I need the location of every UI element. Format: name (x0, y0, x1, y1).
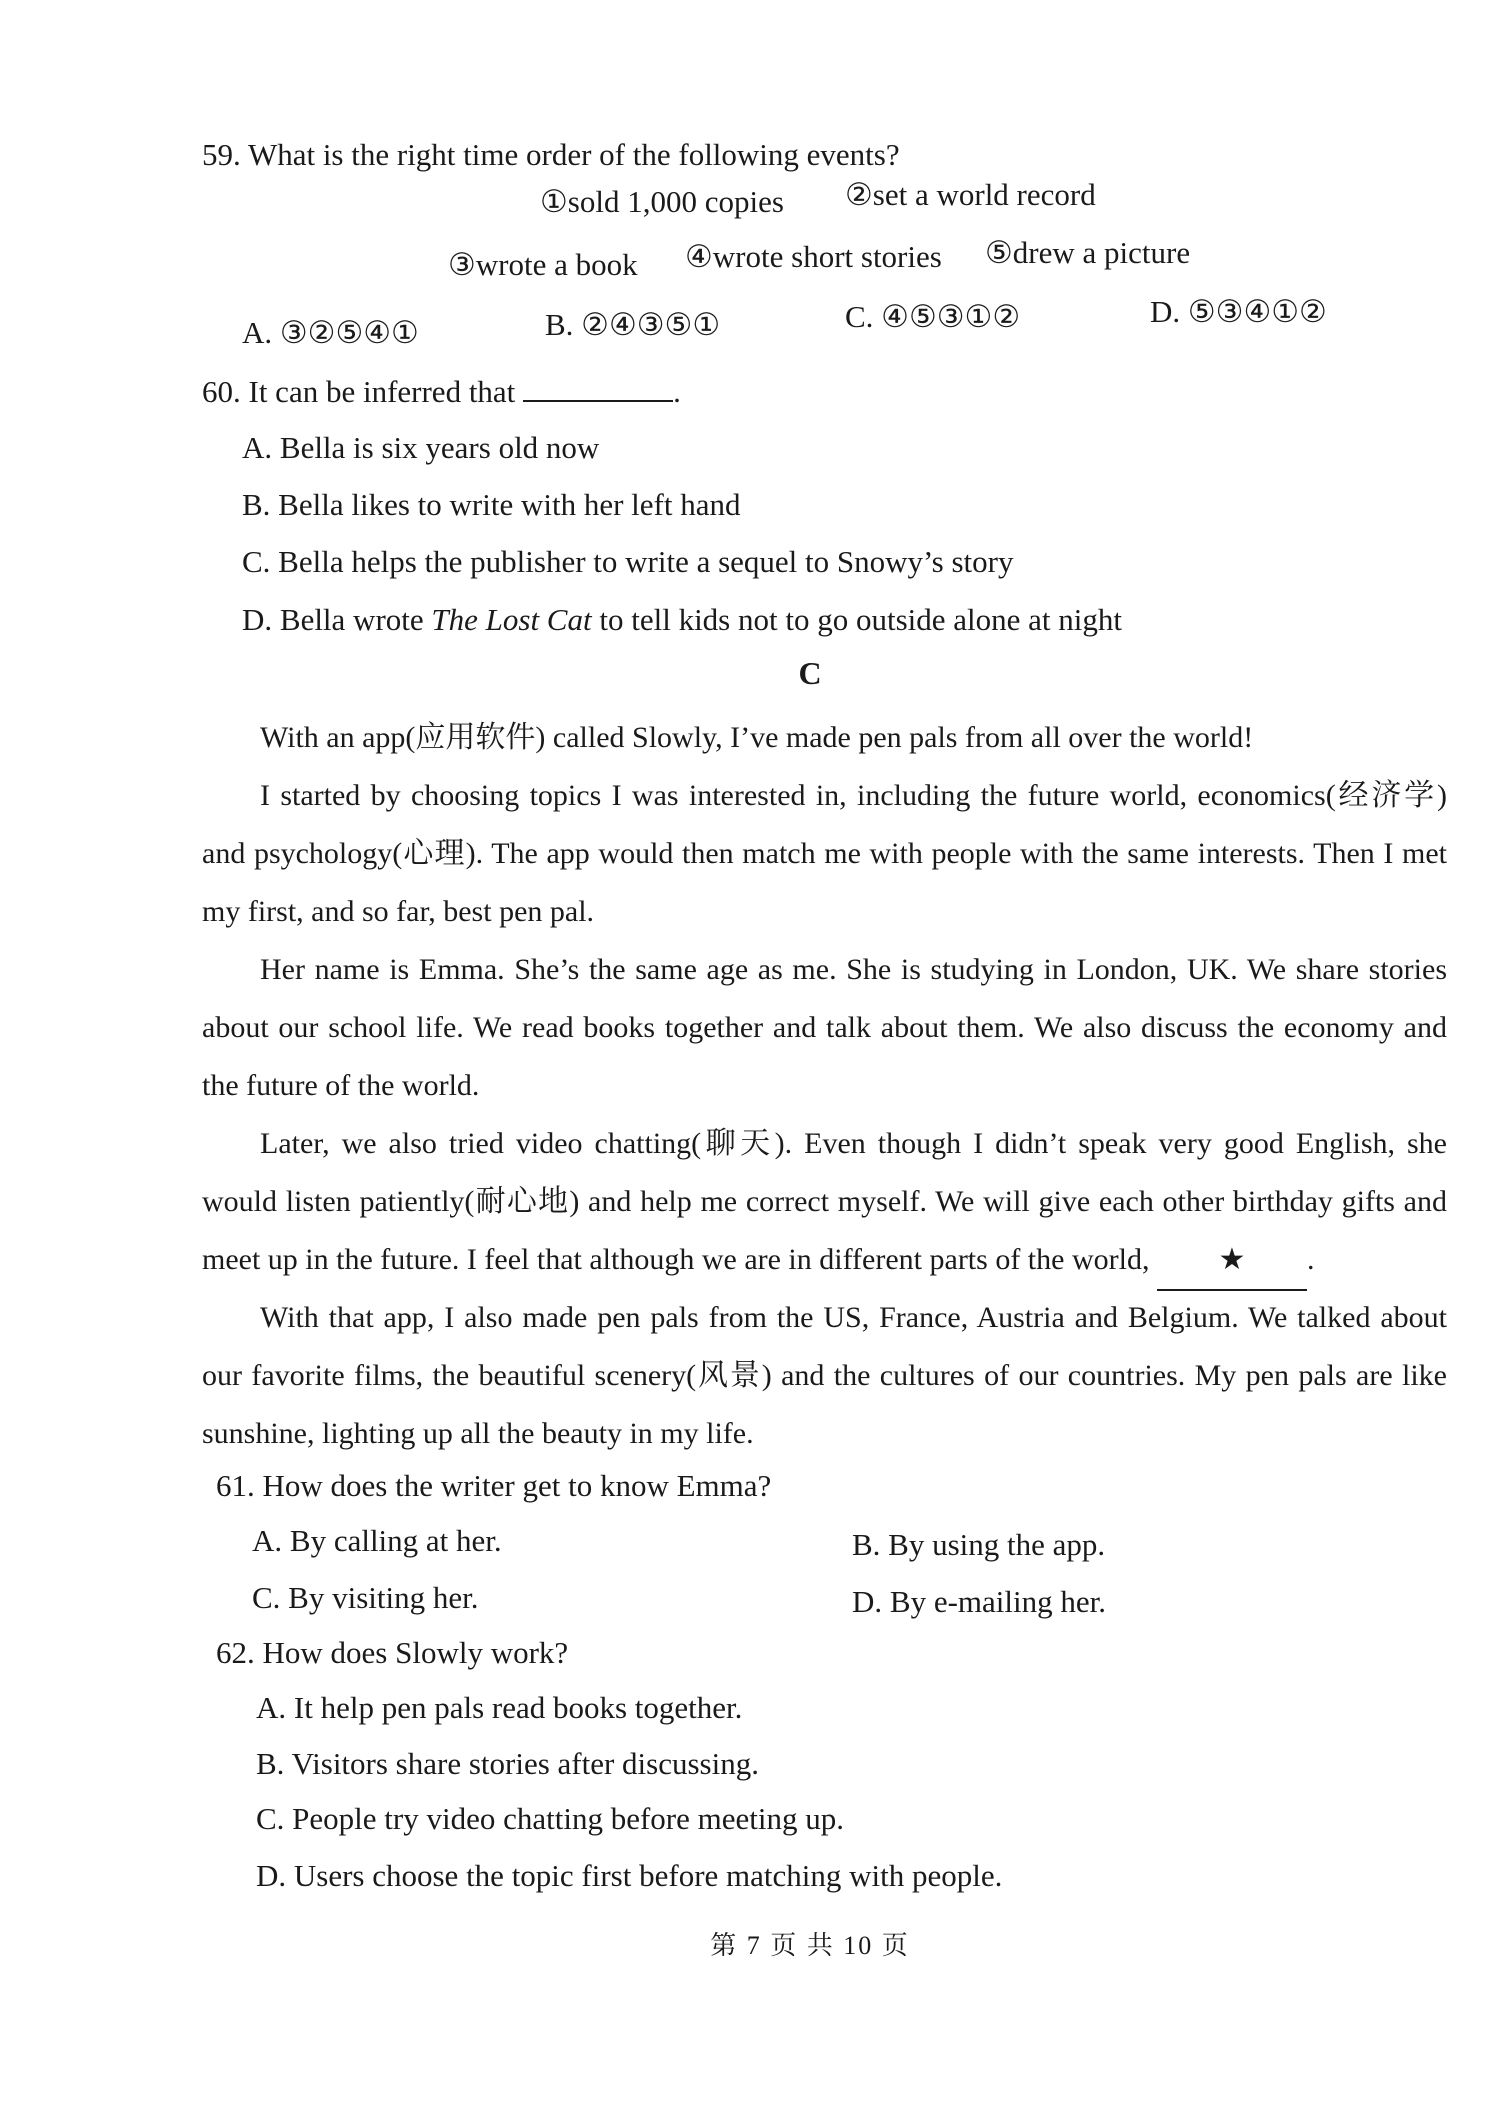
passage-paragraph-4 (202, 1115, 1447, 1291)
q60-option-a: A. Bella is six years old now (242, 430, 600, 465)
q62-option-b: B. Visitors share stories after discussing. (256, 1746, 759, 1781)
q60-option-c: C. Bella helps the publisher to write a sequel to Snowy’s story (242, 544, 1014, 579)
passage-paragraph-3 (202, 941, 1447, 1115)
q61-option-c: C. By visiting her. (252, 1580, 479, 1615)
q61-option-d: D. By e-mailing her. (852, 1584, 1106, 1619)
q59-option-b: B. ②④③⑤① (545, 307, 721, 342)
page-footer: 第 7 页 共 10 页 (710, 1931, 910, 1960)
paragraph-5-text: With that app, I also made pen pals from the US, France, Austria and Belgium. We talked about our favorite films, the beautiful scenery(风景) and the cultures of our countries. My pen pals are like sunshine, lighting up all the beauty in my life. (202, 1301, 1447, 1450)
passage-paragraph-2 (202, 767, 1447, 941)
book-title: The Lost Cat (431, 602, 592, 637)
q59-event-2: ②set a world record (845, 177, 1096, 212)
q62-option-d: D. Users choose the topic first before matching with people. (256, 1858, 1003, 1893)
q59-event-3: ③wrote a book (448, 247, 638, 282)
q60-stem-end: . (673, 374, 681, 409)
q60-option-d-prefix: D. Bella wrote (242, 602, 432, 637)
q61-option-b: B. By using the app. (852, 1527, 1106, 1562)
passage-paragraph-5 (202, 1289, 1447, 1463)
q61-option-a: A. By calling at her. (252, 1523, 502, 1558)
star-icon: ★ (1218, 1243, 1246, 1276)
q59-event-1: ①sold 1,000 copies (540, 184, 784, 219)
section-heading: C (798, 655, 822, 691)
blank-end: . (1306, 1243, 1315, 1276)
q60-stem (202, 372, 681, 412)
q61-stem: 61. How does the writer get to know Emma? (216, 1468, 772, 1503)
q60-option-d-suffix: to tell kids not to go outside alone at night (591, 602, 1122, 637)
q62-option-c: C. People try video chatting before meeting up. (256, 1801, 844, 1836)
paragraph-4-text: Later, we also tried video chatting(聊天). Even though I didn’t speak very good English, she would listen patiently(耐心地) and help me correct myself. We will give each other birthday gifts and meet up in the future. I feel that although we are in different parts of the world, (202, 1127, 1447, 1276)
passage-paragraph-1 (202, 709, 1447, 767)
q59-stem: 59. What is the right time order of the following events? (202, 137, 900, 172)
passage-blank (1157, 1231, 1307, 1291)
q62-stem: 62. How does Slowly work? (216, 1635, 569, 1670)
q59-option-d: D. ⑤③④①② (1150, 294, 1327, 329)
q60-stem-text: 60. It can be inferred that (202, 374, 516, 409)
q60-answer-blank (523, 374, 673, 402)
q60-option-b: B. Bella likes to write with her left hand (242, 487, 741, 522)
paragraph-3-text: Her name is Emma. She’s the same age as me. She is studying in London, UK. We share stories about our school life. We read books together and talk about them. We also discuss the economy and the future of the world. (202, 953, 1447, 1102)
q59-option-c: C. ④⑤③①② (845, 299, 1021, 334)
paragraph-2-text: I started by choosing topics I was interested in, including the future world, economics(经济学) and psychology(心理). The app would then match me with people with the same interests. Then I met my first, and so far, best pen pal. (202, 779, 1447, 928)
q59-option-a: A. ③②⑤④① (242, 315, 419, 350)
q59-event-5: ⑤drew a picture (985, 235, 1191, 270)
q62-option-a: A. It help pen pals read books together. (256, 1690, 743, 1725)
q59-event-4: ④wrote short stories (685, 239, 942, 274)
q60-option-d (242, 600, 1122, 640)
paragraph-1-text: With an app(应用软件) called Slowly, I’ve made pen pals from all over the world! (260, 721, 1254, 754)
